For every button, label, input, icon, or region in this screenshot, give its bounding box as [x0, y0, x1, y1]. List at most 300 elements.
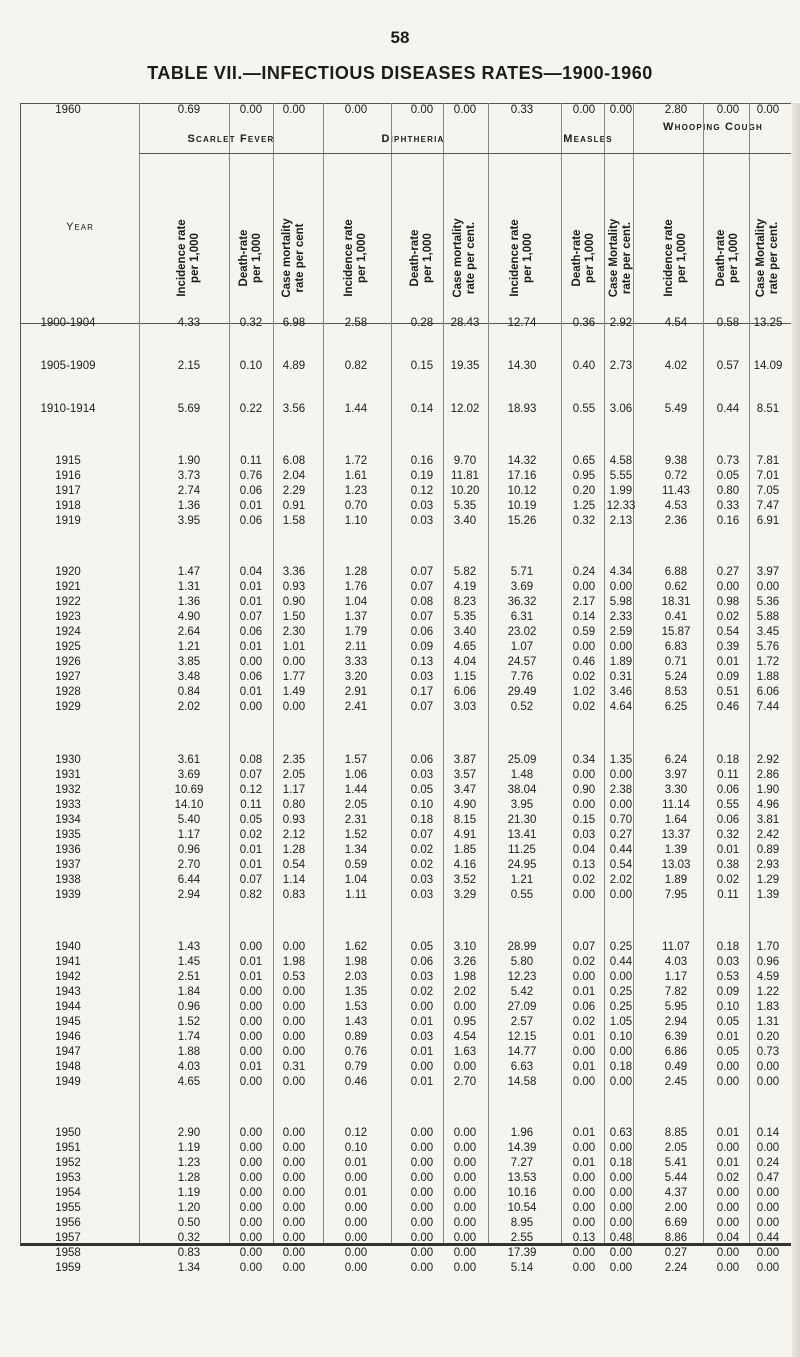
value-cell: 11.07	[662, 941, 690, 953]
value-cell: 0.00	[453, 1001, 477, 1013]
value-cell: 1.90	[177, 455, 201, 467]
column-header-label: Case Mortality rate per cent.	[755, 218, 780, 298]
year-cell: 1959	[55, 1262, 81, 1274]
year-cell: 1931	[55, 769, 81, 781]
value-cell: 7.82	[664, 986, 688, 998]
value-cell: 0.06	[410, 956, 434, 968]
year-cell: 1951	[55, 1142, 81, 1154]
value-cell: 0.38	[716, 859, 740, 871]
value-cell: 0.00	[453, 1202, 477, 1214]
table-row	[21, 768, 791, 782]
value-cell: 0.00	[572, 769, 596, 781]
value-cell: 1.31	[756, 1016, 780, 1028]
table-row	[21, 499, 791, 513]
value-cell: 8.15	[453, 814, 477, 826]
value-cell: 0.02	[716, 874, 740, 886]
value-cell: 1.62	[344, 941, 368, 953]
table-row	[21, 1060, 791, 1074]
value-cell: 6.39	[664, 1031, 688, 1043]
value-cell: 1.61	[344, 470, 368, 482]
value-cell: 3.36	[282, 566, 306, 578]
year-cell: 1955	[55, 1202, 81, 1214]
value-cell: 0.01	[716, 1127, 740, 1139]
value-cell: 0.70	[344, 500, 368, 512]
value-cell: 8.51	[756, 403, 780, 415]
value-cell: 0.00	[410, 1157, 434, 1169]
value-cell: 2.42	[756, 829, 780, 841]
value-cell: 0.00	[239, 1127, 263, 1139]
value-cell: 4.54	[453, 1031, 477, 1043]
value-cell: 7.47	[756, 500, 780, 512]
table-row	[21, 828, 791, 842]
value-cell: 0.53	[716, 971, 740, 983]
value-cell: 10.19	[507, 500, 537, 512]
value-cell: 1.04	[344, 596, 368, 608]
value-cell: 0.11	[717, 769, 739, 781]
value-cell: 2.11	[345, 641, 367, 653]
value-cell: 0.05	[716, 1016, 740, 1028]
value-cell: 0.00	[756, 1142, 780, 1154]
value-cell: 0.00	[239, 104, 263, 116]
year-cell: 1960	[55, 104, 81, 116]
value-cell: 0.07	[410, 701, 434, 713]
value-cell: 4.03	[664, 956, 688, 968]
year-cell: 1927	[55, 671, 81, 683]
value-cell: 4.04	[453, 656, 477, 668]
value-cell: 0.04	[239, 566, 263, 578]
value-cell: 24.95	[507, 859, 537, 871]
value-cell: 0.82	[239, 889, 263, 901]
value-cell: 2.36	[664, 515, 688, 527]
value-cell: 2.03	[344, 971, 368, 983]
value-cell: 36.32	[507, 596, 537, 608]
value-cell: 15.26	[507, 515, 537, 527]
value-cell: 0.34	[572, 754, 596, 766]
value-cell: 0.00	[239, 1202, 263, 1214]
value-cell: 25.09	[507, 754, 537, 766]
column-header-label: Case mortality rate per cent	[281, 218, 306, 298]
year-cell: 1925	[55, 641, 81, 653]
page-number: 58	[390, 28, 410, 47]
year-cell: 1949	[55, 1076, 81, 1088]
table-row	[21, 1141, 791, 1155]
year-cell: 1919	[55, 515, 81, 527]
value-cell: 0.00	[756, 1262, 780, 1274]
value-cell: 1.45	[177, 956, 201, 968]
value-cell: 5.24	[664, 671, 688, 683]
value-cell: 2.55	[510, 1232, 534, 1244]
value-cell: 1.48	[510, 769, 534, 781]
value-cell: 0.49	[664, 1061, 688, 1073]
value-cell: 0.05	[239, 814, 263, 826]
value-cell: 0.54	[716, 626, 740, 638]
value-cell: 12.15	[507, 1031, 537, 1043]
value-cell: 0.13	[572, 859, 596, 871]
value-cell: 0.00	[344, 1262, 368, 1274]
value-cell: 3.95	[510, 799, 534, 811]
value-cell: 0.96	[177, 1001, 201, 1013]
table-row	[21, 610, 791, 624]
year-cell: 1952	[55, 1157, 81, 1169]
value-cell: 12.02	[450, 403, 480, 415]
value-cell: 1.04	[344, 874, 368, 886]
value-cell: 0.01	[572, 1127, 596, 1139]
value-cell: 1.34	[177, 1262, 201, 1274]
value-cell: 0.27	[609, 829, 633, 841]
value-cell: 7.44	[756, 701, 780, 713]
value-cell: 0.00	[756, 1247, 780, 1259]
value-cell: 0.00	[609, 889, 633, 901]
table-row	[21, 1156, 791, 1170]
value-cell: 11.43	[662, 485, 690, 497]
value-cell: 0.00	[282, 1262, 306, 1274]
value-cell: 0.52	[510, 701, 534, 713]
value-cell: 1.98	[453, 971, 477, 983]
value-cell: 2.31	[344, 814, 368, 826]
value-cell: 8.85	[664, 1127, 688, 1139]
value-cell: 0.01	[239, 641, 263, 653]
value-cell: 0.06	[716, 814, 740, 826]
table-row	[21, 783, 791, 797]
value-cell: 0.00	[572, 1172, 596, 1184]
value-cell: 0.14	[572, 611, 596, 623]
value-cell: 11.14	[662, 799, 690, 811]
value-cell: 0.28	[410, 317, 434, 329]
value-cell: 0.44	[609, 844, 633, 856]
value-cell: 5.41	[664, 1157, 688, 1169]
value-cell: 0.54	[609, 859, 633, 871]
value-cell: 0.00	[716, 1262, 740, 1274]
value-cell: 0.10	[239, 360, 263, 372]
value-cell: 3.47	[453, 784, 477, 796]
value-cell: 2.94	[664, 1016, 688, 1028]
value-cell: 29.49	[507, 686, 537, 698]
column-header-label: Incidence rate per 1,000	[663, 219, 688, 297]
column-header-label: Incidence rate per 1,000	[343, 219, 368, 297]
value-cell: 0.03	[572, 829, 596, 841]
value-cell: 3.97	[756, 566, 780, 578]
value-cell: 0.84	[177, 686, 201, 698]
table-row	[21, 514, 791, 528]
value-cell: 0.80	[282, 799, 306, 811]
value-cell: 0.09	[716, 671, 740, 683]
value-cell: 2.51	[177, 971, 201, 983]
value-cell: 0.91	[282, 500, 306, 512]
value-cell: 0.00	[344, 1247, 368, 1259]
value-cell: 0.06	[572, 1001, 596, 1013]
value-cell: 2.91	[344, 686, 368, 698]
value-cell: 2.05	[344, 799, 368, 811]
value-cell: 1.17	[177, 829, 201, 841]
table-row	[21, 1045, 791, 1059]
value-cell: 0.18	[716, 754, 740, 766]
value-cell: 0.95	[453, 1016, 477, 1028]
value-cell: 2.12	[282, 829, 306, 841]
value-cell: 2.90	[177, 1127, 201, 1139]
value-cell: 3.46	[609, 686, 633, 698]
year-cell: 1905-1909	[40, 360, 96, 372]
year-cell: 1941	[55, 956, 81, 968]
table-row	[21, 970, 791, 984]
value-cell: 2.13	[609, 515, 633, 527]
value-cell: 1.31	[177, 581, 201, 593]
value-cell: 0.32	[572, 515, 596, 527]
value-cell: 0.00	[609, 971, 633, 983]
value-cell: 1.79	[344, 626, 368, 638]
value-cell: 1.05	[609, 1016, 633, 1028]
value-cell: 0.10	[410, 799, 434, 811]
value-cell: 0.03	[410, 1031, 434, 1043]
value-cell: 1.17	[664, 971, 688, 983]
value-cell: 4.65	[177, 1076, 201, 1088]
value-cell: 5.55	[609, 470, 633, 482]
column-header-label: Case Mortality rate per cent.	[608, 218, 633, 298]
value-cell: 2.93	[756, 859, 780, 871]
value-cell: 0.93	[282, 814, 306, 826]
table-row	[21, 454, 791, 468]
value-cell: 2.02	[177, 701, 201, 713]
value-cell: 0.79	[344, 1061, 368, 1073]
value-cell: 4.54	[664, 317, 688, 329]
value-cell: 6.08	[282, 455, 306, 467]
value-cell: 0.55	[510, 889, 534, 901]
value-cell: 7.76	[510, 671, 534, 683]
table-row	[21, 1030, 791, 1044]
value-cell: 1.20	[177, 1202, 201, 1214]
value-cell: 0.01	[410, 1076, 434, 1088]
value-cell: 5.14	[510, 1262, 534, 1274]
value-cell: 1.90	[756, 784, 780, 796]
table-row	[21, 985, 791, 999]
value-cell: 9.38	[664, 455, 688, 467]
value-cell: 0.15	[572, 814, 596, 826]
value-cell: 0.00	[756, 1202, 780, 1214]
year-cell: 1915	[55, 455, 81, 467]
value-cell: 1.35	[344, 986, 368, 998]
value-cell: 8.23	[453, 596, 477, 608]
value-cell: 10.54	[507, 1202, 537, 1214]
value-cell: 0.00	[282, 1142, 306, 1154]
value-cell: 6.88	[664, 566, 688, 578]
value-cell: 7.81	[756, 455, 780, 467]
value-cell: 0.00	[410, 1247, 434, 1259]
table-row	[21, 1000, 791, 1014]
group-header-rule	[139, 153, 791, 154]
value-cell: 0.01	[572, 1157, 596, 1169]
value-cell: 2.00	[664, 1202, 688, 1214]
value-cell: 0.00	[282, 986, 306, 998]
value-cell: 0.06	[239, 626, 263, 638]
value-cell: 1.43	[344, 1016, 368, 1028]
value-cell: 2.29	[282, 485, 306, 497]
value-cell: 0.00	[282, 1046, 306, 1058]
value-cell: 3.20	[344, 671, 368, 683]
value-cell: 1.17	[282, 784, 306, 796]
value-cell: 1.88	[177, 1046, 201, 1058]
value-cell: 0.03	[410, 971, 434, 983]
value-cell: 0.02	[572, 701, 596, 713]
value-cell: 0.73	[716, 455, 740, 467]
year-cell: 1932	[55, 784, 81, 796]
value-cell: 1.37	[344, 611, 368, 623]
value-cell: 0.00	[572, 971, 596, 983]
table-row	[21, 565, 791, 579]
year-cell: 1929	[55, 701, 81, 713]
value-cell: 0.03	[410, 515, 434, 527]
value-cell: 6.98	[282, 317, 306, 329]
value-cell: 5.80	[510, 956, 534, 968]
column-header-label: Death-rate per 1,000	[571, 229, 596, 287]
value-cell: 1.64	[664, 814, 688, 826]
value-cell: 5.71	[510, 566, 534, 578]
value-cell: 0.32	[177, 1232, 201, 1244]
value-cell: 0.62	[664, 581, 688, 593]
year-cell: 1920	[55, 566, 81, 578]
value-cell: 2.74	[177, 485, 201, 497]
value-cell: 0.00	[344, 1172, 368, 1184]
table-row	[21, 625, 791, 639]
value-cell: 1.52	[344, 829, 368, 841]
group-whooping-cough: Whooping Cough	[663, 121, 763, 133]
value-cell: 0.03	[410, 769, 434, 781]
value-cell: 1.39	[664, 844, 688, 856]
year-cell: 1923	[55, 611, 81, 623]
value-cell: 1.96	[510, 1127, 534, 1139]
value-cell: 0.02	[410, 844, 434, 856]
value-cell: 0.22	[239, 403, 263, 415]
value-cell: 0.00	[239, 1187, 263, 1199]
value-cell: 4.89	[282, 360, 306, 372]
value-cell: 0.00	[609, 581, 633, 593]
value-cell: 8.95	[510, 1217, 534, 1229]
value-cell: 1.85	[453, 844, 477, 856]
value-cell: 0.00	[410, 1232, 434, 1244]
value-cell: 0.00	[609, 1262, 633, 1274]
value-cell: 0.05	[716, 1046, 740, 1058]
value-cell: 0.71	[664, 656, 688, 668]
value-cell: 0.01	[239, 1061, 263, 1073]
year-cell: 1956	[55, 1217, 81, 1229]
value-cell: 0.00	[453, 1157, 477, 1169]
value-cell: 6.44	[177, 874, 201, 886]
value-cell: 0.00	[453, 1247, 477, 1259]
value-cell: 0.07	[239, 769, 263, 781]
value-cell: 0.16	[716, 515, 740, 527]
value-cell: 0.03	[410, 671, 434, 683]
value-cell: 1.36	[177, 596, 201, 608]
column-header-label: Death-rate per 1,000	[715, 229, 740, 287]
value-cell: 0.63	[609, 1127, 633, 1139]
value-cell: 0.00	[572, 1247, 596, 1259]
value-cell: 0.07	[239, 874, 263, 886]
value-cell: 10.12	[507, 485, 537, 497]
value-cell: 0.20	[756, 1031, 780, 1043]
value-cell: 17.39	[507, 1247, 537, 1259]
value-cell: 2.59	[609, 626, 633, 638]
value-cell: 0.14	[756, 1127, 780, 1139]
value-cell: 0.00	[344, 1232, 368, 1244]
year-cell: 1938	[55, 874, 81, 886]
value-cell: 0.27	[716, 566, 740, 578]
value-cell: 5.42	[510, 986, 534, 998]
value-cell: 0.06	[716, 784, 740, 796]
value-cell: 8.86	[664, 1232, 688, 1244]
value-cell: 3.61	[177, 754, 201, 766]
year-cell: 1950	[55, 1127, 81, 1139]
value-cell: 0.00	[716, 581, 740, 593]
value-cell: 0.01	[239, 686, 263, 698]
value-cell: 2.05	[664, 1142, 688, 1154]
value-cell: 2.45	[664, 1076, 688, 1088]
value-cell: 1.23	[344, 485, 368, 497]
value-cell: 1.36	[177, 500, 201, 512]
value-cell: 0.00	[609, 1247, 633, 1259]
value-cell: 1.98	[282, 956, 306, 968]
value-cell: 0.02	[572, 1016, 596, 1028]
value-cell: 0.95	[572, 470, 596, 482]
value-cell: 0.00	[344, 1217, 368, 1229]
value-cell: 1.07	[510, 641, 534, 653]
value-cell: 5.88	[756, 611, 780, 623]
value-cell: 0.03	[410, 874, 434, 886]
value-cell: 0.00	[282, 1001, 306, 1013]
value-cell: 0.07	[572, 941, 596, 953]
value-cell: 0.44	[716, 403, 740, 415]
value-cell: 2.15	[177, 360, 201, 372]
value-cell: 0.00	[716, 1187, 740, 1199]
value-cell: 0.33	[510, 104, 534, 116]
value-cell: 5.95	[664, 1001, 688, 1013]
page-edge-shadow	[792, 103, 800, 1357]
value-cell: 1.25	[572, 500, 596, 512]
value-cell: 0.13	[410, 656, 434, 668]
value-cell: 0.02	[716, 1172, 740, 1184]
value-cell: 12.23	[507, 971, 537, 983]
value-cell: 14.77	[507, 1046, 537, 1058]
value-cell: 0.10	[344, 1142, 368, 1154]
value-cell: 0.76	[344, 1046, 368, 1058]
value-cell: 0.00	[572, 1046, 596, 1058]
year-cell: 1939	[55, 889, 81, 901]
value-cell: 28.43	[450, 317, 480, 329]
value-cell: 0.25	[609, 986, 633, 998]
value-cell: 0.07	[410, 829, 434, 841]
table-row	[21, 798, 791, 812]
value-cell: 1.88	[756, 671, 780, 683]
value-cell: 3.40	[453, 515, 477, 527]
value-cell: 3.48	[177, 671, 201, 683]
value-cell: 1.01	[282, 641, 306, 653]
table-row	[21, 753, 791, 767]
value-cell: 0.00	[239, 1046, 263, 1058]
year-cell: 1910-1914	[40, 403, 96, 415]
value-cell: 0.46	[716, 701, 740, 713]
table-row	[21, 640, 791, 654]
value-cell: 0.02	[410, 986, 434, 998]
value-cell: 1.14	[282, 874, 306, 886]
value-cell: 1.50	[282, 611, 306, 623]
value-cell: 0.55	[716, 799, 740, 811]
value-cell: 0.00	[716, 1061, 740, 1073]
table-row	[21, 1201, 791, 1215]
value-cell: 1.49	[282, 686, 306, 698]
value-cell: 0.00	[410, 1202, 434, 1214]
value-cell: 0.01	[239, 859, 263, 871]
value-cell: 12.33	[606, 500, 636, 512]
value-cell: 4.91	[453, 829, 477, 841]
value-cell: 19.35	[450, 360, 480, 372]
column-header-label: Death-rate per 1,000	[238, 229, 263, 287]
